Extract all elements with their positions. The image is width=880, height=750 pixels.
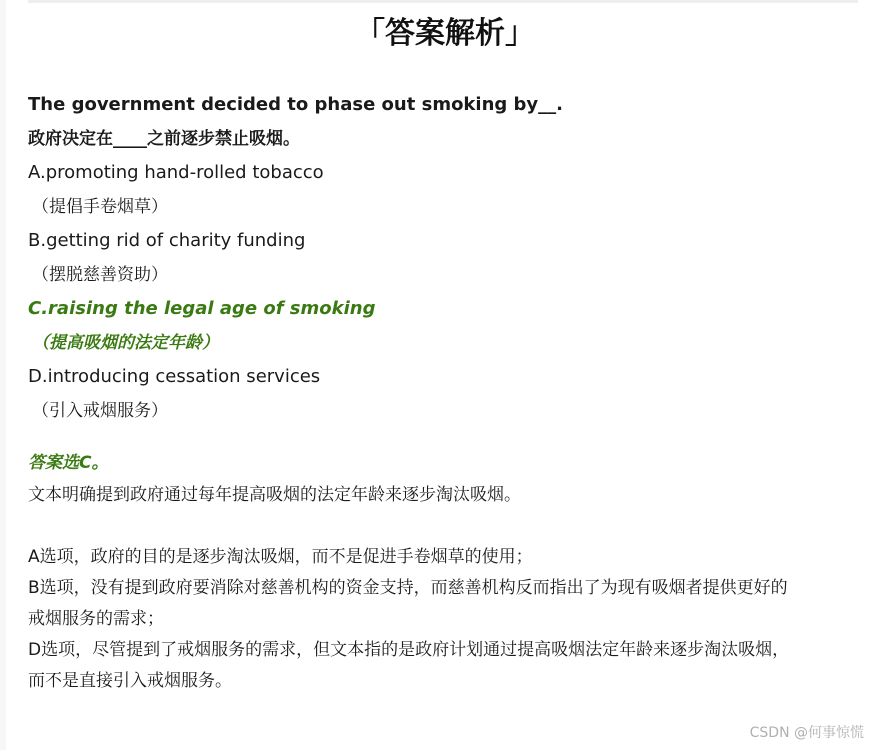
question-chinese: 政府决定在____之前逐步禁止吸烟。	[28, 129, 300, 149]
answer-label: 答案选C。	[28, 453, 109, 473]
analysis-option-d-line2: 而不是直接引入戒烟服务。	[28, 671, 232, 691]
analysis-option-a: A选项，政府的目的是逐步淘汰吸烟，而不是促进手卷烟草的使用；	[28, 547, 533, 567]
csdn-watermark: CSDN @何事惊慌	[749, 725, 864, 741]
question-english: The government decided to phase out smoking by__.	[28, 94, 563, 115]
left-border	[0, 0, 6, 750]
option-c-correct: C.raising the legal age of smoking	[28, 298, 376, 319]
analysis-option-d-line1: D选项，尽管提到了戒烟服务的需求，但文本指的是政府计划通过提高吸烟法定年龄来逐步淘汰吸烟，	[28, 640, 790, 660]
answer-explanation: 文本明确提到政府通过每年提高吸烟的法定年龄来逐步淘汰吸烟。	[28, 485, 521, 505]
option-b-translation: （摆脱慈善资助）	[32, 265, 168, 285]
analysis-option-b-line2: 戒烟服务的需求；	[28, 609, 164, 629]
analysis-option-b-line1: B选项，没有提到政府要消除对慈善机构的资金支持，而慈善机构反而指出了为现有吸烟者提供更好的	[28, 578, 788, 598]
option-d-translation: （引入戒烟服务）	[32, 401, 168, 421]
option-a-translation: （提倡手卷烟草）	[32, 197, 168, 217]
option-a: A.promoting hand-rolled tobacco	[28, 162, 324, 183]
option-d: D.introducing cessation services	[28, 366, 321, 387]
option-b: B.getting rid of charity funding	[28, 230, 306, 251]
top-divider	[28, 0, 858, 3]
page-title: 「答案解析」	[355, 16, 535, 51]
answer-analysis-content	[28, 88, 868, 697]
option-c-translation: （提高吸烟的法定年龄）	[32, 333, 219, 353]
